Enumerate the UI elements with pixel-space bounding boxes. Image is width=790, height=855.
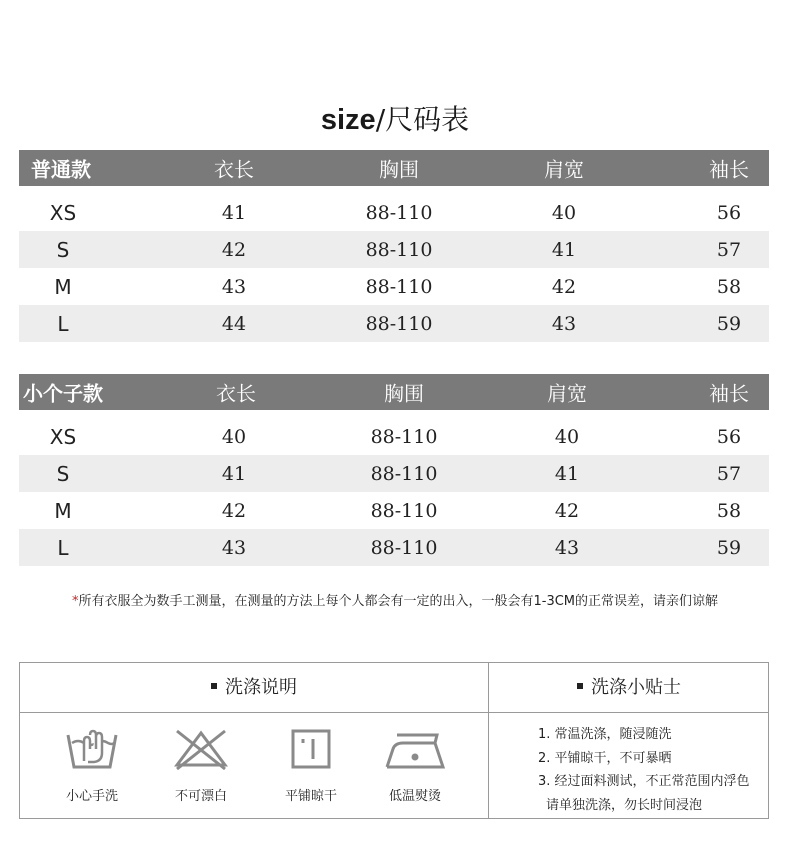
length-value: 43 (221, 275, 247, 298)
wash-tips-list (538, 723, 750, 817)
chest-value: 88-110 (370, 462, 438, 485)
divider (20, 712, 768, 713)
length-value: 41 (221, 201, 247, 224)
chest-value: 88-110 (365, 238, 433, 261)
sleeve-value: 57 (716, 238, 742, 261)
header-sleeve: 袖长 (709, 157, 749, 182)
sleeve-value: 59 (716, 536, 742, 559)
table-row (19, 418, 769, 455)
chest-value: 88-110 (370, 425, 438, 448)
sleeve-value: 59 (716, 312, 742, 335)
table-row (19, 492, 769, 529)
size-table-regular (19, 150, 769, 342)
sleeve-value: 57 (716, 462, 742, 485)
wash-instructions-title: 洗涤说明 (20, 663, 488, 712)
shoulder-value: 42 (551, 275, 577, 298)
list-item: 1. 常温洗涤，随浸随洗 (538, 727, 672, 742)
table-header (19, 374, 769, 410)
header-sleeve: 袖长 (709, 381, 749, 406)
page-title: size/尺码表 (320, 103, 470, 136)
sleeve-value: 56 (716, 425, 742, 448)
size-label: L (57, 311, 69, 336)
shoulder-value: 40 (554, 425, 580, 448)
dry-flat-icon (266, 727, 356, 771)
chest-value: 88-110 (370, 499, 438, 522)
shoulder-value: 42 (554, 499, 580, 522)
care-instructions-box (19, 662, 769, 819)
shoulder-value: 43 (554, 536, 580, 559)
size-label: L (57, 535, 69, 560)
header-style: 普通款 (31, 157, 91, 182)
chest-value: 88-110 (365, 201, 433, 224)
low-iron-label: 低温熨烫 (388, 789, 441, 804)
chest-value: 88-110 (365, 312, 433, 335)
wash-tips-title: 洗涤小贴士 (489, 663, 769, 712)
list-item: 请单独洗涤，勿长时间浸泡 (546, 797, 703, 813)
length-value: 43 (221, 536, 247, 559)
size-label: XS (49, 424, 77, 449)
header-style: 小个子款 (23, 381, 103, 406)
size-label: M (54, 498, 72, 523)
length-value: 41 (221, 462, 247, 485)
header-chest: 胸围 (384, 381, 424, 406)
header-length: 衣长 (214, 157, 254, 182)
table-row (19, 231, 769, 268)
size-table-petite (19, 374, 769, 566)
table-header (19, 150, 769, 186)
header-shoulder: 肩宽 (547, 381, 587, 406)
low-iron-icon (370, 727, 460, 771)
length-value: 40 (221, 425, 247, 448)
size-label: S (56, 461, 70, 486)
no-bleach-icon (156, 727, 246, 771)
hand-wash-icon (47, 727, 137, 771)
table-row (19, 455, 769, 492)
list-item: 2. 平铺晾干，不可暴晒 (538, 750, 672, 766)
length-value: 42 (221, 499, 247, 522)
table-row (19, 305, 769, 342)
size-label: M (54, 274, 72, 299)
sleeve-value: 58 (716, 499, 742, 522)
header-shoulder: 肩宽 (544, 157, 584, 182)
list-item: 3. 经过面料测试，不正常范围内浮色 (538, 774, 750, 789)
hand-wash-label: 小心手洗 (65, 789, 118, 804)
sleeve-value: 56 (716, 201, 742, 224)
table-row (19, 194, 769, 231)
no-bleach-label: 不可漂白 (174, 789, 227, 804)
length-value: 42 (221, 238, 247, 261)
header-chest: 胸围 (379, 157, 419, 182)
shoulder-value: 40 (551, 201, 577, 224)
header-length: 衣长 (216, 381, 256, 406)
table-row (19, 268, 769, 305)
measurement-note: *所有衣服全为数手工测量，在测量的方法上每个人都会有一定的出入，一般会有1-3CM的正常误差，请亲们谅解 (71, 594, 719, 609)
size-label: S (56, 237, 70, 262)
length-value: 44 (221, 312, 247, 335)
shoulder-value: 41 (551, 238, 577, 261)
table-row (19, 529, 769, 566)
chest-value: 88-110 (365, 275, 433, 298)
shoulder-value: 43 (551, 312, 577, 335)
size-label: XS (49, 200, 77, 225)
chest-value: 88-110 (370, 536, 438, 559)
dry-flat-label: 平铺晾干 (284, 789, 337, 804)
sleeve-value: 58 (716, 275, 742, 298)
shoulder-value: 41 (554, 462, 580, 485)
